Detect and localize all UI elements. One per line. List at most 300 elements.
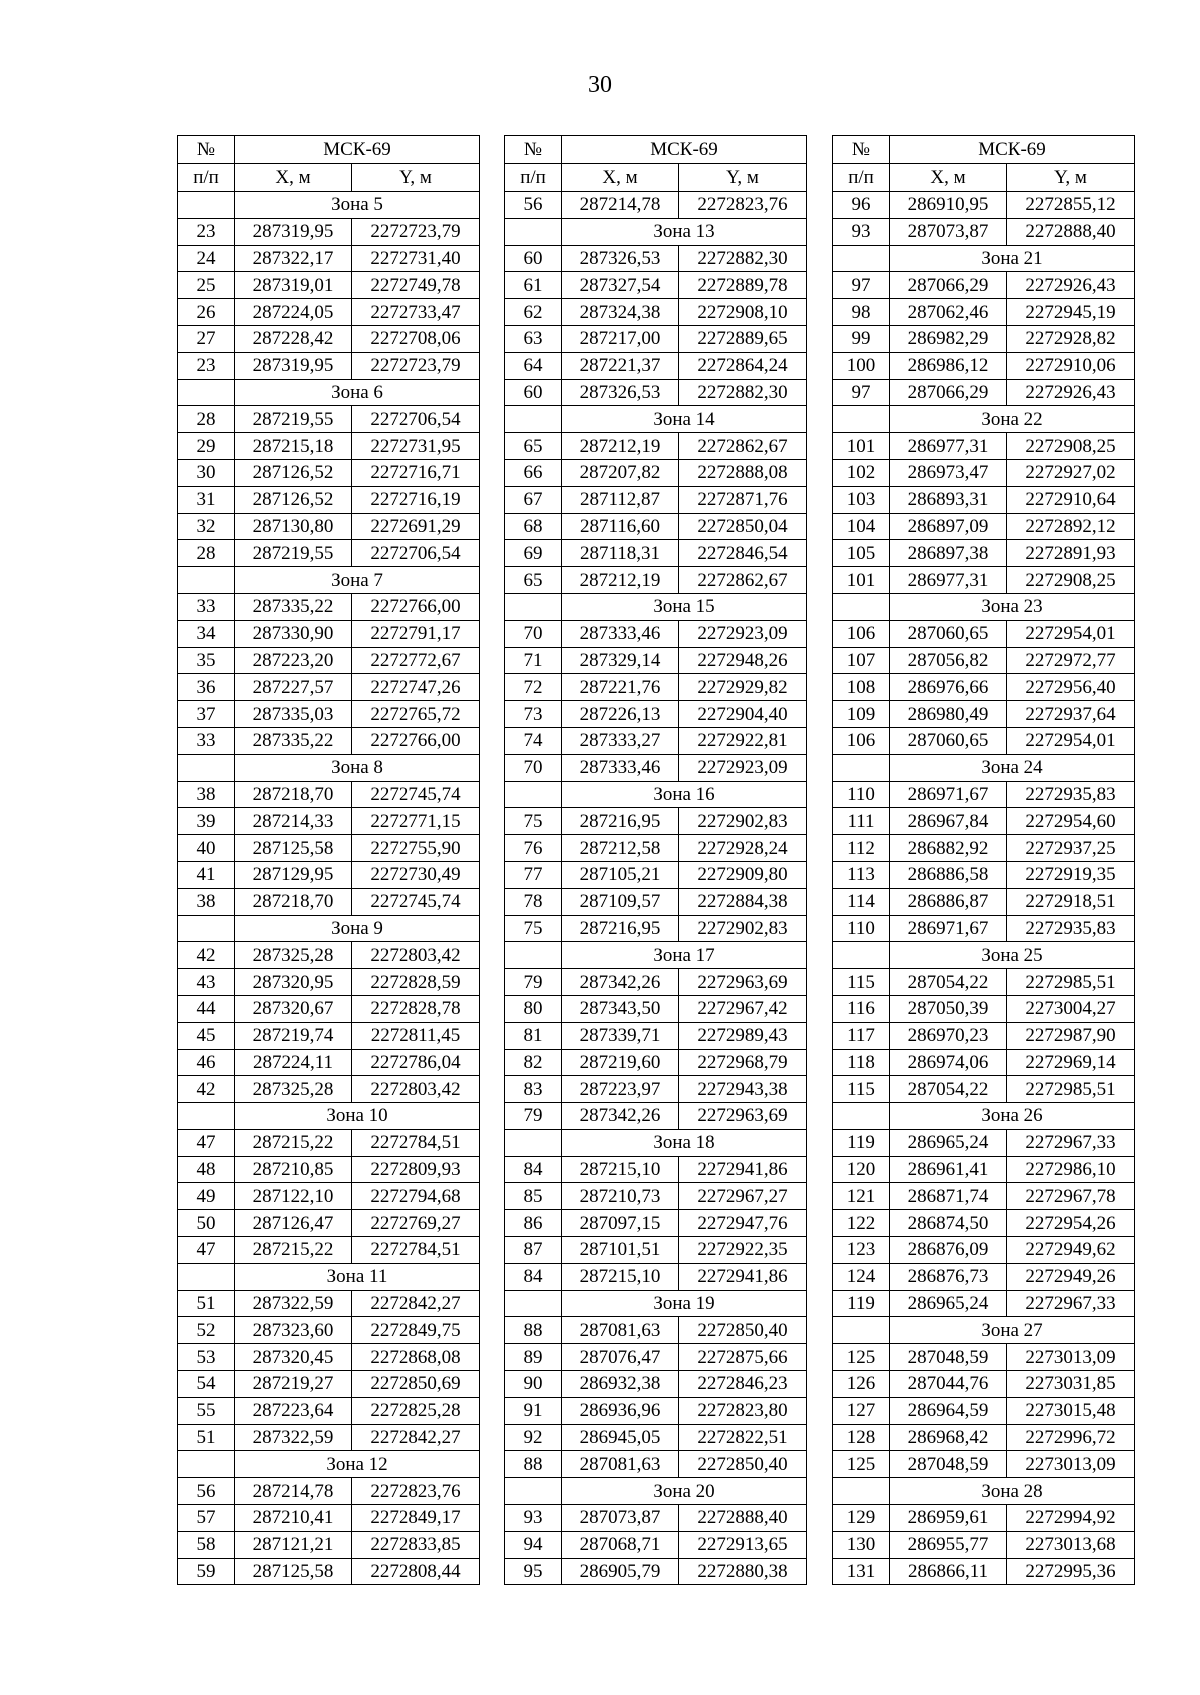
number-subheader: п/п — [505, 164, 562, 192]
y-coordinate: 2272745,74 — [352, 888, 480, 915]
x-coordinate: 287319,95 — [235, 218, 352, 245]
x-coordinate: 286897,38 — [890, 540, 1007, 567]
y-coordinate: 2272927,02 — [1007, 459, 1135, 486]
blank-cell — [833, 754, 890, 781]
table-row — [505, 379, 807, 406]
number-subheader: п/п — [833, 164, 890, 192]
table-row — [505, 674, 807, 701]
blank-cell — [178, 1451, 235, 1478]
table-row — [505, 1397, 807, 1424]
table-row — [833, 1290, 1135, 1317]
x-coordinate: 287073,87 — [562, 1505, 679, 1532]
table-row — [178, 1397, 480, 1424]
y-coordinate: 2272803,42 — [352, 942, 480, 969]
point-number: 111 — [833, 808, 890, 835]
x-coordinate: 287227,57 — [235, 674, 352, 701]
point-number: 120 — [833, 1156, 890, 1183]
y-coordinate: 2272882,30 — [679, 379, 807, 406]
y-coordinate: 2272784,51 — [352, 1237, 480, 1264]
zone-title: Зона 11 — [235, 1263, 480, 1290]
table-row — [505, 1505, 807, 1532]
point-number: 63 — [505, 325, 562, 352]
x-coordinate: 287207,82 — [562, 459, 679, 486]
y-coordinate: 2272928,82 — [1007, 325, 1135, 352]
point-number: 23 — [178, 218, 235, 245]
table-row — [505, 1076, 807, 1103]
x-coordinate: 287048,59 — [890, 1451, 1007, 1478]
point-number: 89 — [505, 1344, 562, 1371]
point-number: 30 — [178, 459, 235, 486]
table-row — [178, 218, 480, 245]
zone-row — [178, 1103, 480, 1130]
point-number: 79 — [505, 1103, 562, 1130]
blank-cell — [505, 593, 562, 620]
x-coordinate: 287215,10 — [562, 1156, 679, 1183]
y-coordinate: 2272731,95 — [352, 433, 480, 460]
x-coordinate: 286959,61 — [890, 1505, 1007, 1532]
point-number: 31 — [178, 486, 235, 513]
zone-title: Зона 12 — [235, 1451, 480, 1478]
y-coordinate: 2272935,83 — [1007, 781, 1135, 808]
x-coordinate: 286936,96 — [562, 1397, 679, 1424]
y-coordinate: 2272926,43 — [1007, 272, 1135, 299]
y-coordinate: 2272922,35 — [679, 1237, 807, 1264]
table-row — [833, 1129, 1135, 1156]
table-row — [178, 272, 480, 299]
table-header — [178, 136, 480, 192]
y-coordinate: 2272902,83 — [679, 915, 807, 942]
zone-row — [178, 1263, 480, 1290]
point-number: 105 — [833, 540, 890, 567]
x-coordinate: 286886,87 — [890, 888, 1007, 915]
x-coordinate: 287219,60 — [562, 1049, 679, 1076]
x-coordinate: 287130,80 — [235, 513, 352, 540]
table-row — [505, 1371, 807, 1398]
table-row — [833, 620, 1135, 647]
x-coordinate: 286971,67 — [890, 781, 1007, 808]
coordinates-table-1 — [177, 135, 480, 1585]
y-coordinate: 2272772,67 — [352, 647, 480, 674]
number-header: № — [833, 136, 890, 164]
y-coordinate: 2272755,90 — [352, 835, 480, 862]
y-coordinate: 2272786,04 — [352, 1049, 480, 1076]
y-coordinate: 2272730,49 — [352, 861, 480, 888]
x-coordinate: 287333,46 — [562, 620, 679, 647]
x-coordinate: 286882,92 — [890, 835, 1007, 862]
point-number: 44 — [178, 995, 235, 1022]
table-row — [833, 1531, 1135, 1558]
x-coordinate: 286964,59 — [890, 1397, 1007, 1424]
y-coordinate: 2272862,67 — [679, 567, 807, 594]
x-coordinate: 287342,26 — [562, 1103, 679, 1130]
point-number: 36 — [178, 674, 235, 701]
y-coordinate: 2272822,51 — [679, 1424, 807, 1451]
point-number: 110 — [833, 915, 890, 942]
y-coordinate: 2272765,72 — [352, 701, 480, 728]
table-row — [178, 942, 480, 969]
y-coordinate: 2272954,01 — [1007, 620, 1135, 647]
y-coordinate: 2272771,15 — [352, 808, 480, 835]
y-coordinate: 2272733,47 — [352, 299, 480, 326]
point-number: 70 — [505, 620, 562, 647]
zone-title: Зона 19 — [562, 1290, 807, 1317]
y-column-header: Y, м — [679, 164, 807, 192]
x-coordinate: 287215,18 — [235, 433, 352, 460]
table-row — [178, 674, 480, 701]
x-coordinate: 287116,60 — [562, 513, 679, 540]
point-number: 50 — [178, 1210, 235, 1237]
table-row — [833, 1210, 1135, 1237]
x-coordinate: 286932,38 — [562, 1371, 679, 1398]
point-number: 27 — [178, 325, 235, 352]
y-coordinate: 2272908,25 — [1007, 567, 1135, 594]
x-coordinate: 286974,06 — [890, 1049, 1007, 1076]
point-number: 119 — [833, 1290, 890, 1317]
zone-row — [505, 942, 807, 969]
point-number: 118 — [833, 1049, 890, 1076]
y-coordinate: 2272892,12 — [1007, 513, 1135, 540]
x-coordinate: 286874,50 — [890, 1210, 1007, 1237]
table-row — [833, 647, 1135, 674]
point-number: 100 — [833, 352, 890, 379]
x-coordinate: 287223,20 — [235, 647, 352, 674]
point-number: 93 — [833, 218, 890, 245]
table-row — [505, 1210, 807, 1237]
x-coordinate: 286977,31 — [890, 567, 1007, 594]
table-row — [505, 701, 807, 728]
blank-cell — [178, 1103, 235, 1130]
y-coordinate: 2272985,51 — [1007, 969, 1135, 996]
blank-cell — [833, 1478, 890, 1505]
point-number: 45 — [178, 1022, 235, 1049]
number-header: № — [178, 136, 235, 164]
blank-cell — [833, 1103, 890, 1130]
x-coordinate: 287327,54 — [562, 272, 679, 299]
table-row — [833, 540, 1135, 567]
y-coordinate: 2272882,30 — [679, 245, 807, 272]
x-coordinate: 287212,19 — [562, 433, 679, 460]
table-row — [833, 1183, 1135, 1210]
y-coordinate: 2272850,40 — [679, 1451, 807, 1478]
y-coordinate: 2272855,12 — [1007, 192, 1135, 219]
table-row — [178, 406, 480, 433]
x-coordinate: 287322,59 — [235, 1424, 352, 1451]
zone-title: Зона 9 — [235, 915, 480, 942]
y-coordinate: 2272963,69 — [679, 1103, 807, 1130]
zone-row — [833, 1478, 1135, 1505]
y-coordinate: 2272871,76 — [679, 486, 807, 513]
y-coordinate: 2272996,72 — [1007, 1424, 1135, 1451]
table-row — [833, 1558, 1135, 1585]
zone-row — [178, 1451, 480, 1478]
table-row — [833, 1049, 1135, 1076]
blank-cell — [178, 754, 235, 781]
x-coordinate: 287219,74 — [235, 1022, 352, 1049]
y-coordinate: 2273015,48 — [1007, 1397, 1135, 1424]
point-number: 28 — [178, 540, 235, 567]
point-number: 71 — [505, 647, 562, 674]
blank-cell — [505, 218, 562, 245]
point-number: 116 — [833, 995, 890, 1022]
zone-title: Зона 26 — [890, 1103, 1135, 1130]
blank-cell — [178, 1263, 235, 1290]
table-row — [505, 540, 807, 567]
coordinates-table-3 — [832, 135, 1135, 1585]
table-row — [833, 192, 1135, 219]
y-coordinate: 2272766,00 — [352, 593, 480, 620]
point-number: 98 — [833, 299, 890, 326]
point-number: 67 — [505, 486, 562, 513]
table-row — [178, 1424, 480, 1451]
point-number: 66 — [505, 459, 562, 486]
point-number: 61 — [505, 272, 562, 299]
y-coordinate: 2272902,83 — [679, 808, 807, 835]
y-coordinate: 2272823,76 — [352, 1478, 480, 1505]
table-row — [178, 1076, 480, 1103]
y-coordinate: 2272809,93 — [352, 1156, 480, 1183]
point-number: 126 — [833, 1371, 890, 1398]
blank-cell — [178, 567, 235, 594]
x-coordinate: 287319,95 — [235, 352, 352, 379]
point-number: 85 — [505, 1183, 562, 1210]
point-number: 42 — [178, 942, 235, 969]
table-row — [178, 513, 480, 540]
point-number: 76 — [505, 835, 562, 862]
x-coordinate: 287212,58 — [562, 835, 679, 862]
x-coordinate: 286871,74 — [890, 1183, 1007, 1210]
table-row — [833, 513, 1135, 540]
table-row — [505, 620, 807, 647]
point-number: 59 — [178, 1558, 235, 1585]
table-row — [833, 808, 1135, 835]
x-coordinate: 286955,77 — [890, 1531, 1007, 1558]
y-coordinate: 2272908,25 — [1007, 433, 1135, 460]
table-row — [178, 888, 480, 915]
point-number: 75 — [505, 808, 562, 835]
zone-row — [505, 218, 807, 245]
table-row — [505, 567, 807, 594]
x-coordinate: 287068,71 — [562, 1531, 679, 1558]
point-number: 73 — [505, 701, 562, 728]
y-coordinate: 2272825,28 — [352, 1397, 480, 1424]
point-number: 121 — [833, 1183, 890, 1210]
table-row — [178, 1210, 480, 1237]
y-coordinate: 2272918,51 — [1007, 888, 1135, 915]
point-number: 112 — [833, 835, 890, 862]
table-row — [505, 1049, 807, 1076]
point-number: 88 — [505, 1451, 562, 1478]
x-coordinate: 287217,00 — [562, 325, 679, 352]
y-coordinate: 2272716,71 — [352, 459, 480, 486]
table-row — [833, 1371, 1135, 1398]
zone-row — [178, 754, 480, 781]
y-coordinate: 2272928,24 — [679, 835, 807, 862]
x-coordinate: 287210,73 — [562, 1183, 679, 1210]
table-header — [833, 136, 1135, 192]
table-row — [833, 861, 1135, 888]
x-coordinate: 286910,95 — [890, 192, 1007, 219]
y-coordinate: 2272919,35 — [1007, 861, 1135, 888]
table-row — [833, 1451, 1135, 1478]
x-coordinate: 286970,23 — [890, 1022, 1007, 1049]
x-coordinate: 287215,22 — [235, 1237, 352, 1264]
x-coordinate: 287326,53 — [562, 245, 679, 272]
table-row — [833, 995, 1135, 1022]
x-coordinate: 287050,39 — [890, 995, 1007, 1022]
x-coordinate: 287210,41 — [235, 1505, 352, 1532]
table-row — [505, 325, 807, 352]
x-coordinate: 287224,05 — [235, 299, 352, 326]
x-coordinate: 287221,76 — [562, 674, 679, 701]
table-row — [505, 915, 807, 942]
x-coordinate: 287076,47 — [562, 1344, 679, 1371]
table-row — [833, 1022, 1135, 1049]
y-coordinate: 2272949,26 — [1007, 1263, 1135, 1290]
zone-row — [505, 593, 807, 620]
y-coordinate: 2272967,42 — [679, 995, 807, 1022]
point-number: 72 — [505, 674, 562, 701]
point-number: 109 — [833, 701, 890, 728]
point-number: 53 — [178, 1344, 235, 1371]
table-row — [505, 888, 807, 915]
x-coordinate: 286971,67 — [890, 915, 1007, 942]
zone-row — [833, 245, 1135, 272]
point-number: 96 — [833, 192, 890, 219]
y-coordinate: 2272910,06 — [1007, 352, 1135, 379]
y-coordinate: 2272949,62 — [1007, 1237, 1135, 1264]
table-row — [505, 513, 807, 540]
point-number: 125 — [833, 1451, 890, 1478]
point-number: 115 — [833, 969, 890, 996]
y-coordinate: 2272766,00 — [352, 727, 480, 754]
point-number: 80 — [505, 995, 562, 1022]
x-coordinate: 287320,95 — [235, 969, 352, 996]
table-row — [833, 969, 1135, 996]
table-row — [833, 1505, 1135, 1532]
y-coordinate: 2272794,68 — [352, 1183, 480, 1210]
y-coordinate: 2272937,64 — [1007, 701, 1135, 728]
y-coordinate: 2272945,19 — [1007, 299, 1135, 326]
table-row — [178, 1183, 480, 1210]
point-number: 29 — [178, 433, 235, 460]
x-coordinate: 287081,63 — [562, 1317, 679, 1344]
point-number: 32 — [178, 513, 235, 540]
y-coordinate: 2272769,27 — [352, 1210, 480, 1237]
table-row — [178, 593, 480, 620]
point-number: 91 — [505, 1397, 562, 1424]
table-row — [505, 1531, 807, 1558]
point-number: 110 — [833, 781, 890, 808]
y-column-header: Y, м — [1007, 164, 1135, 192]
y-coordinate: 2273004,27 — [1007, 995, 1135, 1022]
zone-title: Зона 6 — [235, 379, 480, 406]
y-coordinate: 2272910,64 — [1007, 486, 1135, 513]
y-coordinate: 2272850,40 — [679, 1317, 807, 1344]
point-number: 23 — [178, 352, 235, 379]
table-row — [178, 1022, 480, 1049]
y-coordinate: 2272875,66 — [679, 1344, 807, 1371]
y-coordinate: 2272850,69 — [352, 1371, 480, 1398]
point-number: 90 — [505, 1371, 562, 1398]
table-row — [505, 808, 807, 835]
y-coordinate: 2272784,51 — [352, 1129, 480, 1156]
x-coordinate: 287215,10 — [562, 1263, 679, 1290]
point-number: 33 — [178, 727, 235, 754]
y-coordinate: 2272922,81 — [679, 727, 807, 754]
y-coordinate: 2272941,86 — [679, 1263, 807, 1290]
point-number: 77 — [505, 861, 562, 888]
x-coordinate: 287054,22 — [890, 969, 1007, 996]
y-coordinate: 2272808,44 — [352, 1558, 480, 1585]
coordinate-system-header: МСК-69 — [562, 136, 807, 164]
point-number: 124 — [833, 1263, 890, 1290]
x-coordinate: 287118,31 — [562, 540, 679, 567]
y-coordinate: 2272967,27 — [679, 1183, 807, 1210]
table-row — [178, 245, 480, 272]
table-row — [833, 486, 1135, 513]
y-coordinate: 2272954,26 — [1007, 1210, 1135, 1237]
y-coordinate: 2272967,78 — [1007, 1183, 1135, 1210]
table-row — [178, 647, 480, 674]
x-coordinate: 287330,90 — [235, 620, 352, 647]
x-column-header: X, м — [890, 164, 1007, 192]
y-coordinate: 2272745,74 — [352, 781, 480, 808]
point-number: 106 — [833, 620, 890, 647]
x-coordinate: 287322,59 — [235, 1290, 352, 1317]
table-row — [833, 299, 1135, 326]
zone-title: Зона 21 — [890, 245, 1135, 272]
zone-title: Зона 5 — [235, 192, 480, 219]
table-row — [833, 379, 1135, 406]
y-coordinate: 2272954,60 — [1007, 808, 1135, 835]
zone-title: Зона 7 — [235, 567, 480, 594]
point-number: 104 — [833, 513, 890, 540]
y-coordinate: 2273031,85 — [1007, 1371, 1135, 1398]
x-coordinate: 287215,22 — [235, 1129, 352, 1156]
y-coordinate: 2272913,65 — [679, 1531, 807, 1558]
table-row — [833, 1156, 1135, 1183]
x-coordinate: 286961,41 — [890, 1156, 1007, 1183]
point-number: 83 — [505, 1076, 562, 1103]
table-body — [833, 192, 1135, 1585]
blank-cell — [505, 1290, 562, 1317]
point-number: 92 — [505, 1424, 562, 1451]
x-column-header: X, м — [562, 164, 679, 192]
table-row — [505, 727, 807, 754]
y-coordinate: 2272967,33 — [1007, 1290, 1135, 1317]
table-row — [505, 1424, 807, 1451]
coordinates-table-2 — [504, 135, 807, 1585]
point-number: 97 — [833, 272, 890, 299]
table-row — [505, 459, 807, 486]
x-coordinate: 287214,78 — [235, 1478, 352, 1505]
point-number: 131 — [833, 1558, 890, 1585]
x-coordinate: 287101,51 — [562, 1237, 679, 1264]
x-coordinate: 287324,38 — [562, 299, 679, 326]
zone-row — [833, 593, 1135, 620]
zone-row — [505, 1129, 807, 1156]
y-coordinate: 2272833,85 — [352, 1531, 480, 1558]
y-coordinate: 2272888,40 — [679, 1505, 807, 1532]
point-number: 79 — [505, 969, 562, 996]
table-row — [505, 969, 807, 996]
table-row — [178, 459, 480, 486]
zone-row — [833, 754, 1135, 781]
x-coordinate: 287218,70 — [235, 888, 352, 915]
blank-cell — [505, 942, 562, 969]
x-coordinate: 287129,95 — [235, 861, 352, 888]
x-coordinate: 286986,12 — [890, 352, 1007, 379]
